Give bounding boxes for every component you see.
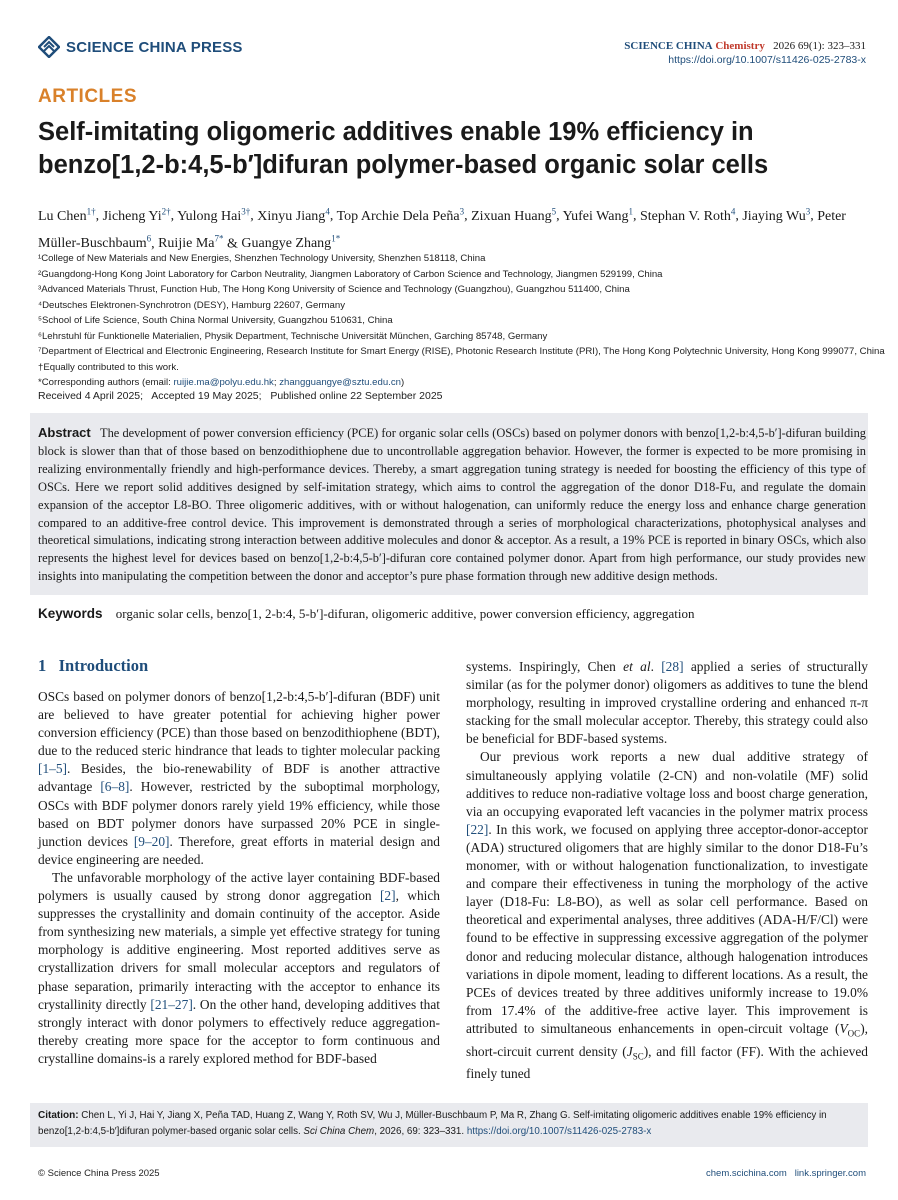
affiliation-line: ⁷Department of Electrical and Electronic Engineering, Research Institute for Smart Energy (RISE), Photonic Research Institute (PRI), The Hong Kong Polytechnic University, Hong Kong 999077, China bbox=[38, 346, 885, 357]
author-name: Yulong Hai$^{3\dagger}$ bbox=[177, 206, 251, 224]
publication-dates: Received 4 April 2025; Accepted 19 May 2025; Published online 22 September 2025 bbox=[38, 390, 443, 402]
journal-issue: 2026 69(1): 323–331 bbox=[773, 40, 866, 52]
author-affiliation-marker: 7* bbox=[214, 233, 224, 244]
subscript: SC bbox=[632, 1051, 644, 1062]
journal-prefix: SCIENCE CHINA bbox=[624, 40, 713, 52]
author-affiliation-marker: 3† bbox=[241, 206, 251, 216]
affiliation-line: ³Advanced Materials Thrust, Function Hub, The Hong Kong University of Science and Technology (Guangzhou), Guangzhou 511400, China bbox=[38, 284, 630, 295]
paragraph: Our previous work reports a new dual additive strategy of simultaneously applying volatile (2-CN) and non-volatile (MF) solid additives to reduce non-radiative voltage loss and boost charge generation, via an occupying evaporated left vacancies in the polymer matrix process [22]. In this work, we focused on applying three acceptor-donor-acceptor (ADA) structured oligomers that are highly similar to the donor D18-Fu’s monomer, with or without halogenation functionalization, to investigate and compare their effectiveness in tuning the morphology of the active layer (D18-Fu: L8-BO), as well as solar cell performance. Based on theoretical and experimental analyses, three additives (ADA-H/F/Cl) were found to be effective in suppressing excessive aggregation of the polymer donor and reducing molecular distance, although halogenation introduces variations in dipole moment, leading to different locations. As a result, the PCEs of devices treated by three additives uniformly increase to 19.0% from 17.4% of the additive-free active layer. This improvement is attributed to simultaneous enhancements in open-circuit voltage $(V_{OC})$, short-circuit current density $(J_{SC})$, and fill factor (FF). With the achieved finely tuned bbox=[466, 749, 868, 1082]
italic-text: J bbox=[626, 1043, 633, 1059]
author-affiliation-marker: 4 bbox=[730, 206, 736, 216]
affiliation-line: ¹College of New Materials and New Energies, Shenzhen Technology University, Shenzhen 518118, China bbox=[38, 253, 486, 264]
journal-line bbox=[624, 40, 866, 52]
footer-links[interactable]: chem.scichina.com link.springer.com bbox=[706, 1168, 866, 1179]
author-name: Peter Müller-Buschbaum$^6$ bbox=[38, 208, 846, 252]
article-title: Self-imitating oligomeric additives enable 19% efficiency in benzo[1,2-b:4,5-b′]difuran polymer-based organic solar cells bbox=[38, 118, 769, 179]
keywords bbox=[38, 606, 868, 622]
author-name: Jiaying Wu$^3$ bbox=[742, 206, 811, 224]
email-link[interactable]: zhangguangye@sztu.edu.cn bbox=[279, 377, 401, 388]
author-name: Stephan V. Roth$^4$ bbox=[639, 206, 736, 224]
keywords-label: Keywords bbox=[38, 606, 103, 621]
affiliation-line: ⁴Deutsches Elektronen-Synchrotron (DESY), Hamburg 22607, Germany bbox=[38, 299, 345, 311]
email-link[interactable]: ruijie.ma@polyu.edu.hk bbox=[173, 377, 274, 388]
paragraph: OSCs based on polymer donors of benzo[1,2-b:4,5-b′]-difuran (BDF) unit are believed to have greater potential for achieving higher power conversion efficiency (PCE) than those based on benzodithiophene (BDT), due to the reduced steric hindrance that leads to tighter molecular packing [1–5]. Besides, the bio-renewability of BDF is another attractive advantage [6–8]. However, restricted by the suboptimal morphology, OSCs with BDF polymer donors rarely yield 19% efficiency, while those based on BDT polymer donors have surpassed 20% PCE in single-junction devices [9–20]. Therefore, great efforts in material design and device engineering are needed. bbox=[38, 689, 440, 867]
section-heading-introduction: 1 Introduction bbox=[38, 656, 149, 675]
corresponding-prefix: *Corresponding authors (email: bbox=[38, 377, 174, 388]
author-name: Lu Chen$^{1\dagger}$ bbox=[38, 206, 96, 224]
citation-tail: , 2026, 69: 323–331. bbox=[374, 1125, 465, 1137]
citation-journal: Sci China Chem bbox=[303, 1125, 375, 1137]
author-name: Jicheng $Yi^{2\dagger}$ bbox=[102, 206, 171, 224]
author-affiliation-marker: 1 bbox=[628, 206, 633, 216]
author-name: Guangye Zhang$^{1*}$ bbox=[241, 233, 341, 252]
italic-text: et al bbox=[623, 659, 651, 674]
author-affiliation-marker: 6 bbox=[146, 233, 152, 244]
reference-link[interactable]: [2] bbox=[379, 888, 396, 904]
reference-link[interactable]: [21–27] bbox=[150, 996, 193, 1012]
publisher-logo bbox=[38, 36, 243, 58]
citation-doi-link[interactable]: https://doi.org/10.1007/s11426-025-2783-x bbox=[466, 1125, 652, 1137]
author-name: Xinyu Jiang$^4$ bbox=[257, 206, 330, 224]
body-column-right bbox=[466, 658, 868, 1084]
science-china-press-logo-icon bbox=[38, 36, 60, 58]
reference-link[interactable]: [1–5] bbox=[38, 761, 68, 777]
paragraph: systems. Inspiringly, Chen et al. [28] applied a series of structurally similar (as for the polymer donor) oligomers as additives to tune the blend morphology, resulting in improved crystalline ordering and enhanced π-π stacking for the small molecular acceptor. Thereby, this strategy could also be beneficial for BDF-based systems. bbox=[466, 659, 869, 747]
italic-text: V bbox=[839, 1020, 848, 1036]
reference-link[interactable]: [6–8] bbox=[100, 779, 130, 795]
affiliation-line: ⁵School of Life Science, South China Normal University, Guangzhou 510631, China bbox=[38, 315, 393, 326]
affiliations bbox=[38, 251, 885, 391]
author-name: Ruijie $Ma^{7*}$ bbox=[158, 233, 224, 252]
reference-link[interactable]: [22] bbox=[466, 821, 489, 837]
author-affiliation-marker: 4 bbox=[325, 206, 330, 216]
corresponding-authors bbox=[38, 375, 860, 391]
citation-label: Citation: bbox=[38, 1110, 79, 1121]
section-label: ARTICLES bbox=[38, 86, 137, 107]
affiliation-line: †Equally contributed to this work. bbox=[38, 361, 179, 373]
reference-link[interactable]: [28] bbox=[661, 659, 684, 674]
author-list: Lu Chen$^{1\dagger}$, Jicheng $Yi^{2\dagger}$, Yulong Hai$^{3\dagger}$, Xinyu Jiang$^4$, Top Archie Dela Peña$^3$, Zixuan Huang$^5$, Yufei Wang$^1$, Stephan V. Roth$^4$, Jiaying Wu$^3$, Peter Müller-Buschbaum$^6$, Ruijie $Ma^{7*}$ & Guangye Zhang$^{1*}$ bbox=[38, 206, 846, 252]
publisher-name: SCIENCE CHINA PRESS bbox=[66, 38, 243, 56]
abstract-text: The development of power conversion efficiency (PCE) for organic solar cells (OSCs) based on polymer donors with benzo[1,2-b:4,5-b′]-difuran building block is slower than that of those based on benzodithiophene due to uncontrollable aggregation behavior. However, the former is expected to be more promising in realizing environmentally friendly and high-performance devices. Thereby, a smart aggregation tuning strategy is needed for boosting the efficiency of this type of OSCs. Here we report solid additives designed by self-imitation strategy, which aims to control the aggregation of the donor D18-Fu, and regulate the domain expansion of the acceptor L8-BO. Three oligomeric additives, with or without halogenation, can uniformly reduce the energy loss and enhance charge generation compared to an additive-free control device. This improvement is demonstrated through a series of morphological characterizations, photophysical analyses and theoretical simulations, indicating strong interaction between additive molecules and donor & acceptor. As a result, a 19% PCE is reported in binary OSCs, which also represents the highest level for devices based on benzo[1,2-b:4,5-b′]-difuran core contained polymer donor. Apart from high performance, our study provides new insights into manipulating the competition between the donor and acceptor’s pure phase formation through new additive design methods. bbox=[38, 426, 866, 584]
affiliation-line: ⁶Lehrstuhl für Funktionelle Materialien, Physik Department, Technische Universität München, Garching 85748, Germany bbox=[38, 330, 548, 342]
author-affiliation-marker: 1* bbox=[331, 233, 341, 244]
author-affiliation-marker: 3 bbox=[459, 206, 465, 216]
author-name: Zixuan Huang$^5$ bbox=[471, 206, 557, 224]
author-affiliation-marker: 5 bbox=[551, 206, 557, 216]
email-separator: ; bbox=[273, 377, 280, 388]
keywords-text: organic solar cells, benzo[1, 2-b:4, 5-b′]-difuran, oligomeric additive, power conversion efficiency, aggregation bbox=[115, 606, 695, 621]
subscript: OC bbox=[847, 1028, 861, 1039]
corresponding-suffix: ) bbox=[400, 377, 405, 388]
author-affiliation-marker: 3 bbox=[805, 206, 811, 216]
doi-link[interactable]: https://doi.org/10.1007/s11426-025-2783-x bbox=[668, 54, 866, 66]
author-affiliation-marker: 1† bbox=[86, 206, 96, 216]
citation bbox=[38, 1108, 864, 1139]
author-name: Yufei Wang$^1$ bbox=[562, 206, 633, 224]
journal-info bbox=[624, 40, 866, 66]
reference-link[interactable]: [9–20] bbox=[133, 833, 170, 849]
citation-text: Chen L, Yi J, Hai Y, Jiang X, Peña TAD, Huang Z, Wang Y, Roth SV, Wu J, Müller-Buschbaum P, Ma R, Zhang G. Self-imitating oligomeric additives enable 19% efficiency in benzo[1,2-b:4,5-b′]difuran polymer-based organic solar cells. bbox=[38, 1110, 827, 1137]
author-affiliation-marker: 2† bbox=[161, 206, 171, 216]
abstract-label: Abstract bbox=[38, 425, 91, 440]
abstract bbox=[38, 424, 866, 586]
footer-copyright: © Science China Press 2025 bbox=[38, 1168, 160, 1179]
affiliation-list bbox=[38, 251, 885, 375]
affiliation-line: ²Guangdong-Hong Kong Joint Laboratory for Carbon Neutrality, Jiangmen Laboratory of Carbon Science and Technology, Jiangmen 529199, China bbox=[38, 268, 663, 280]
paragraph: The unfavorable morphology of the active layer containing BDF-based polymers is usually caused by strong donor aggregation [2], which suppresses the crystallinity and domain continuity of the acceptor. Aside from synthesizing new materials, a simple yet effective strategy for tuning morphology is additive engineering. Most reported additives serve as crystallization drivers for small molecular acceptors and regulators of phase separation, primarily interacting with the acceptor to enhance its crystallinity directly [21–27]. On the other hand, developing additives that strongly interact with donor polymers to effectively reduce aggregation-thereby creating more space for the acceptor to form continuous and crystalline domains-is a rarely explored method for BDF-based bbox=[38, 869, 440, 1066]
author-name: Top Archie Dela Peña$^3$ bbox=[336, 206, 465, 224]
body-column-left bbox=[38, 688, 440, 1068]
journal-name: Chemistry bbox=[715, 40, 765, 52]
